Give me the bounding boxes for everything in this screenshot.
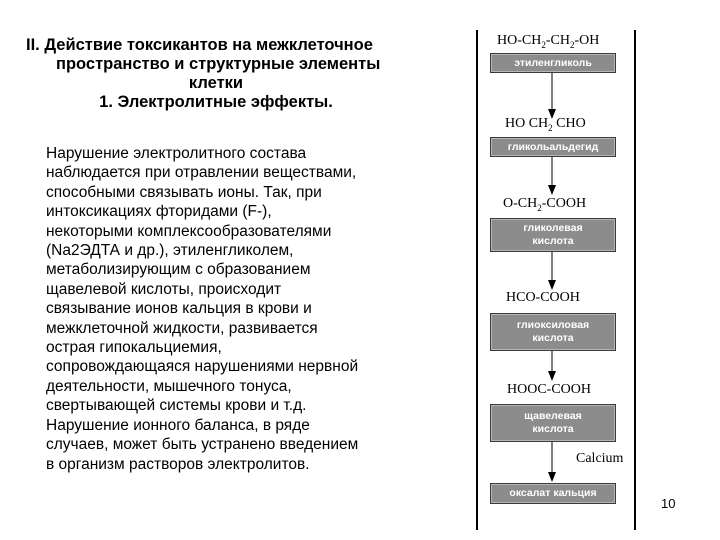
body-line: сопровождающаяся нарушениями нервной — [46, 358, 359, 376]
body-line: связывание ионов кальция в крови и — [46, 300, 312, 318]
formula-glycolic-acid: $O-CH_2$-COOH — [503, 196, 587, 213]
body-line: случаев, может быть устранено введением — [46, 436, 359, 454]
page-number: 10 — [661, 496, 676, 511]
body-line: Нарушение ионного баланса, в ряде — [46, 416, 310, 434]
box-glycolaldehyde: гликольальдегид — [490, 137, 616, 157]
body-line: межклеточной жидкости, развивается — [46, 319, 318, 337]
body-line: способными связывать ионы. Так, при — [46, 183, 322, 201]
box-calcium-oxalate: оксалат кальция — [490, 483, 616, 504]
arrow-down-icon — [547, 442, 557, 482]
title-line-2: пространство и структурные элементы — [56, 55, 381, 73]
formula-oxalic-acid: HOOC-COOH — [507, 382, 591, 397]
arrow-down-icon — [547, 252, 557, 290]
body-line: Нарушение электролитного состава — [46, 145, 307, 162]
formula-glyoxylic-acid: HCO-COOH — [506, 290, 580, 305]
calcium-label: Calcium — [576, 451, 624, 466]
title-line-4: 1. Электролитные эффекты. — [99, 93, 333, 111]
arrow-down-icon — [547, 351, 557, 381]
box-glycolic-acid: гликолевая кислота — [490, 218, 616, 252]
box-glyoxylic-acid: глиоксиловая кислота — [490, 313, 616, 351]
formula-ethylene-glycol: $HO-CH_2-CH_2-OH$ — [497, 33, 600, 50]
body-line: щавелевой кислоты, происходит — [46, 280, 282, 298]
body-line: наблюдается при отравлении веществами, — [46, 164, 357, 182]
box-ethylene-glycol: этиленгликоль — [490, 53, 616, 73]
box-oxalic-acid: щавелевая кислота — [490, 404, 616, 442]
body-line: острая гипокальциемия, — [46, 339, 222, 357]
body-line: свертывающей системы крови и т.д. — [46, 397, 307, 415]
body-line: в организм растворов электролитов. — [46, 455, 310, 473]
body-line: метаболизирующим с образованием — [46, 261, 311, 279]
slide-title — [26, 36, 446, 112]
body-line: интоксикациях фторидами (F-), — [46, 203, 272, 221]
body-line: деятельности, мышечного тонуса, — [46, 377, 292, 395]
formula-glycolaldehyde: HO $CH_2$ CHO — [505, 116, 586, 133]
title-line-1: II. Действие токсикантов на межклеточное — [26, 36, 373, 54]
arrow-down-icon — [547, 73, 557, 119]
body-paragraph — [46, 144, 426, 474]
body-line: некоторыми комплексообразователями — [46, 222, 332, 240]
arrow-down-icon — [547, 157, 557, 195]
body-line: (Na2ЭДТА и др.), этиленгликолем, — [46, 242, 294, 260]
title-line-3: клетки — [188, 74, 244, 92]
